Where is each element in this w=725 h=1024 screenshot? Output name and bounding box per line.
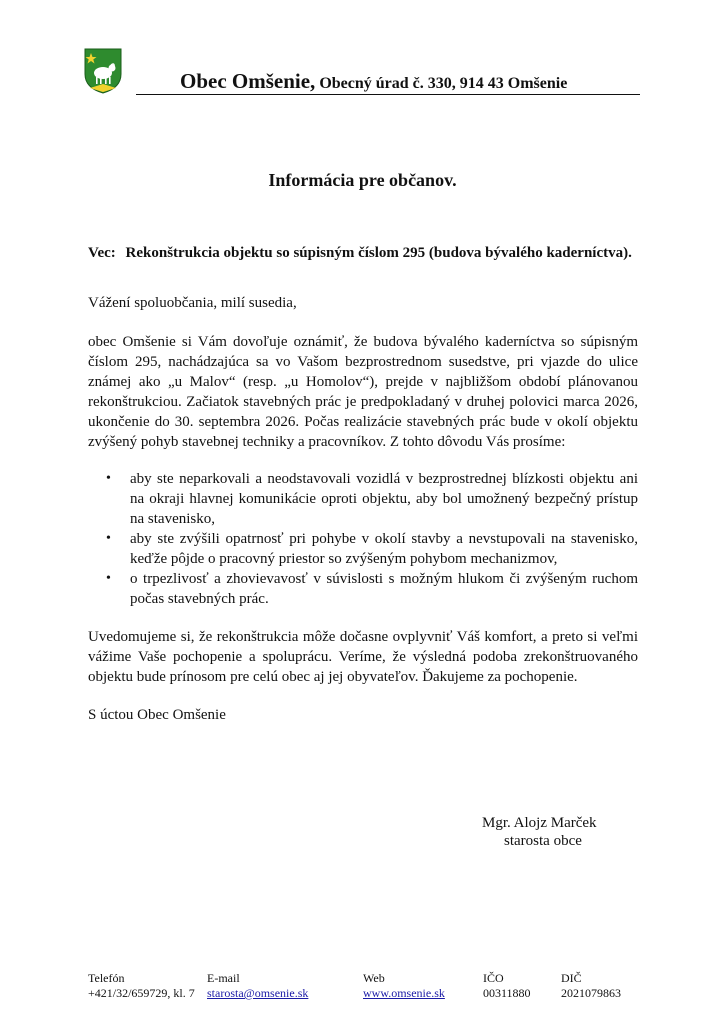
footer-email: [207, 971, 308, 1001]
list-item: [106, 569, 638, 609]
body-paragraph-1: obec Omšenie si Vám dovoľuje oznámiť, že budova bývalého kaderníctva so súpisným číslom 295, nachádzajúca sa vo Vašom bezprostrednom susedstve, pri vjazde do ulice známej ako „u Malov“ (resp. „u Homolov“), prejde v najbližšom období plánovanou rekonštrukciou. Začiatok stavebných prác je predpokladaný v druhej polovici marca 2026, ukončenie do 30. septembra 2026. Počas realizácie stavebných prác bude v okolí objektu zvýšený pohyb stavebnej techniky a pracovníkov. Z tohto dôvodu Vás prosíme:: [88, 334, 638, 450]
municipality-name: Obec Omšenie,: [180, 69, 316, 93]
header-divider: [136, 94, 640, 95]
footer-ico: [483, 971, 531, 1001]
footer-web-label: Web: [363, 971, 385, 985]
footer-phone-value: +421/32/659729, kl. 7: [88, 986, 195, 1000]
footer-dic: [561, 971, 621, 1001]
footer-ico-label: IČO: [483, 971, 504, 985]
list-item: [106, 469, 638, 529]
subject-text: Rekonštrukcia objektu so súpisným číslom 295 (budova bývalého kaderníctva).: [125, 245, 632, 261]
email-link[interactable]: starosta@omsenie.sk: [207, 986, 309, 1000]
greeting: Vážení spoluobčania, milí susedia,: [88, 295, 297, 311]
bullet-icon: •: [106, 531, 111, 546]
list-item-text: aby ste neparkovali a neodstavovali vozidlá v bezprostrednej blízkosti objektu ani na okraji hlavnej komunikácie oproti objektu, aby bol umožnený bezpečný prístup na stavenisko,: [130, 471, 638, 527]
footer-web: [363, 971, 445, 1001]
request-list: [106, 469, 638, 609]
signatory-title: starosta obce: [504, 833, 582, 849]
coat-of-arms-icon: [84, 48, 122, 94]
bullet-icon: •: [106, 471, 111, 486]
footer-email-label: E-mail: [207, 971, 240, 985]
signatory-name: Mgr. Alojz Marček: [482, 815, 597, 831]
letterhead: [180, 69, 567, 94]
office-address: Obecný úrad č. 330, 914 43 Omšenie: [319, 75, 568, 92]
list-item-text: aby ste zvýšili opatrnosť pri pohybe v okolí stavby a nevstupovali na stavenisko, keďže pôjde o pracovný priestor so zvýšeným pohybom mechanizmov,: [130, 531, 638, 567]
subject-line: [88, 245, 632, 262]
closing-line: S úctou Obec Omšenie: [88, 707, 226, 723]
bullet-icon: •: [106, 571, 111, 586]
list-item: [106, 529, 638, 569]
footer-phone: [88, 971, 195, 1001]
page-title: Informácia pre občanov.: [268, 170, 457, 190]
body-paragraph-2: Uvedomujeme si, že rekonštrukcia môže dočasne ovplyvniť Váš komfort, a preto si veľmi vážime Vaše pochopenie a spoluprácu. Veríme, že výsledná podoba zrekonštruovaného objektu bude prínosom pre celú obec aj jej obyvateľov. Ďakujeme za pochopenie.: [88, 629, 638, 685]
footer-phone-label: Telefón: [88, 971, 125, 985]
footer-dic-value: 2021079863: [561, 986, 621, 1000]
footer-dic-label: DIČ: [561, 971, 582, 985]
list-item-text: o trpezlivosť a zhovievavosť v súvislosti s možným hlukom či zvýšeným ruchom počas stavebných prác.: [130, 571, 638, 607]
footer-ico-value: 00311880: [483, 986, 531, 1000]
subject-label: Vec:: [88, 245, 116, 261]
website-link[interactable]: www.omsenie.sk: [363, 986, 445, 1000]
